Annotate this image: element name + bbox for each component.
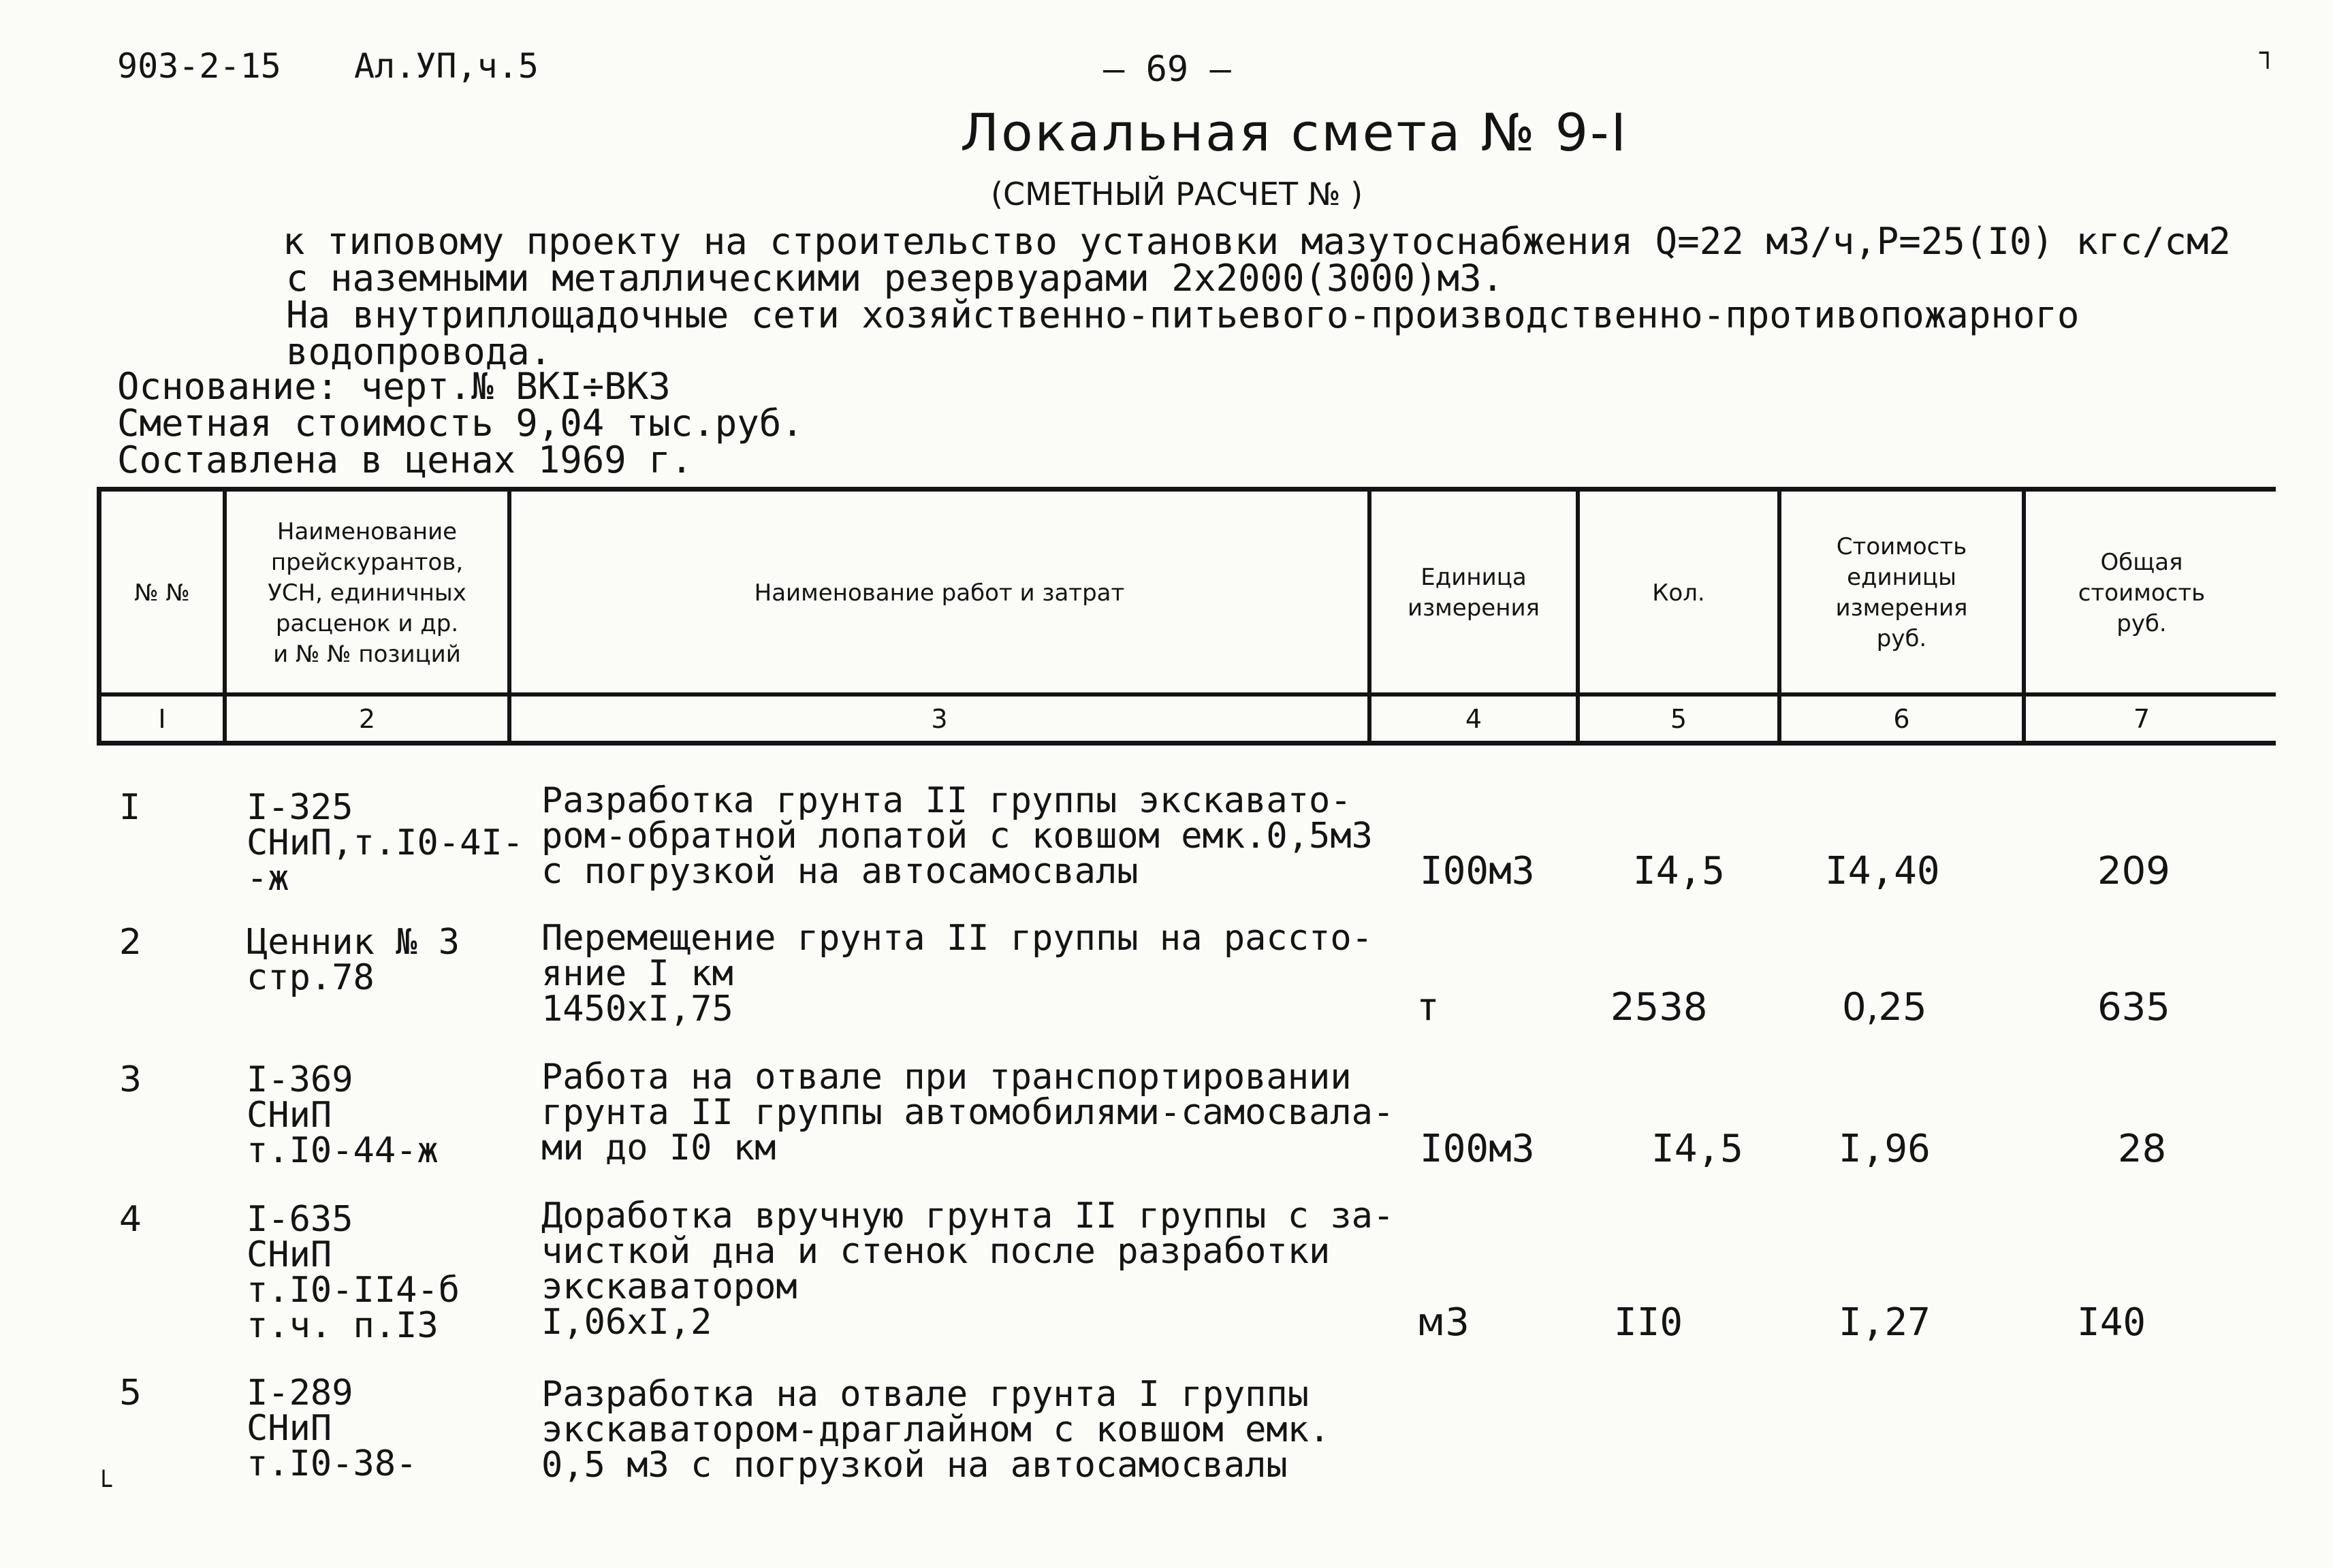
row-unit-cost: I,96 bbox=[1839, 1127, 1931, 1171]
document-code: 903-2-15 bbox=[117, 46, 281, 86]
row-work-description: Разработка грунта II группы экскавато- ром-обратной лопатой с ковшом емк.0,5м3 с погрузкой на автосамосвалы bbox=[541, 780, 1373, 892]
row-quantity: I4,5 bbox=[1633, 849, 1725, 893]
row-unit: I00м3 bbox=[1420, 849, 1535, 893]
row-unit: I00м3 bbox=[1420, 1127, 1535, 1171]
row-number: 4 bbox=[119, 1199, 142, 1240]
estimated-cost: Сметная стоимость 9,04 тыс.руб. bbox=[117, 402, 804, 445]
row-quantity: I4,5 bbox=[1651, 1127, 1743, 1171]
page-title: Локальная смета № 9-I bbox=[960, 102, 1628, 163]
price-year: Составлена в ценах 1969 г. bbox=[117, 438, 693, 481]
row-unit-cost: I4,40 bbox=[1825, 849, 1940, 893]
corner-mark-top-right: ┐ bbox=[2259, 37, 2276, 69]
row-unit-cost: I,27 bbox=[1839, 1300, 1931, 1345]
row-code: I-635 СНиП т.I0-II4-б т.ч. п.I3 bbox=[247, 1199, 460, 1346]
row-quantity: II0 bbox=[1614, 1300, 1683, 1345]
row-number: 5 bbox=[119, 1373, 142, 1413]
column-number: 2 bbox=[358, 703, 376, 734]
row-quantity: 2538 bbox=[1610, 985, 1708, 1029]
row-number: 3 bbox=[119, 1059, 142, 1100]
column-number: 3 bbox=[931, 703, 948, 734]
row-unit: м3 bbox=[1416, 1300, 1470, 1345]
album-reference: Ал.УП,ч.5 bbox=[354, 46, 539, 86]
basis-drawing: Основание: черт.№ ВКI÷ВК3 bbox=[117, 365, 671, 408]
row-work-description: Перемещение грунта II группы на рассто- яние I км 1450хI,75 bbox=[541, 918, 1373, 1029]
row-work-description: Доработка вручную грунта II группы с за- чисткой дна и стенок после разработки экскаватором I,06хI,2 bbox=[541, 1196, 1395, 1343]
row-unit-cost: 0,25 bbox=[1842, 985, 1927, 1029]
column-number: 5 bbox=[1670, 703, 1687, 734]
header-number: № № bbox=[134, 579, 190, 607]
intro-line-3: На внутриплощадочные сети хозяйственно-питьевого-производственно-противопожарного bbox=[286, 293, 2080, 336]
intro-line-1: к типовому проекту на строительство установки мазутоснабжения Q=22 м3/ч,Р=25(I0) кгс/см2 bbox=[283, 220, 2231, 263]
row-work-description: Работа на отвале при транспортировании грунта II группы автомобилями-самосвала- ми до I0 км bbox=[541, 1057, 1395, 1168]
row-work-description: Разработка на отвале грунта I группы экскаватором-драглайном с ковшом емк. 0,5 м3 с погрузкой на автосамосвалы bbox=[541, 1374, 1331, 1486]
header-unit-cost: Стоимость единицы измерения руб. bbox=[1835, 533, 1968, 652]
row-code: I-325 СНиП,т.I0-4I- -ж bbox=[247, 787, 524, 899]
column-number: I bbox=[158, 703, 166, 734]
row-total-cost: 209 bbox=[2097, 849, 2170, 893]
row-unit: т bbox=[1416, 985, 1440, 1029]
intro-line-2: с наземными металлическими резервуарами 2х2000(3000)м3. bbox=[286, 257, 1504, 300]
column-number: 7 bbox=[2133, 703, 2151, 734]
row-total-cost: 635 bbox=[2097, 985, 2170, 1029]
row-total-cost: 28 bbox=[2118, 1127, 2167, 1171]
row-total-cost: I40 bbox=[2077, 1300, 2146, 1345]
column-number: 4 bbox=[1465, 703, 1482, 734]
header-price-list: Наименование прейскурантов, УСН, единичных расценок и др. и № № позиций bbox=[268, 517, 466, 668]
column-number: 6 bbox=[1893, 703, 1910, 734]
page-subtitle: (СМЕТНЫЙ РАСЧЕТ № ) bbox=[991, 176, 1363, 212]
row-number: I bbox=[119, 787, 141, 828]
row-number: 2 bbox=[119, 922, 142, 963]
row-code: Ценник № 3 стр.78 bbox=[247, 922, 460, 998]
row-code: I-289 СНиП т.I0-38- bbox=[247, 1373, 417, 1484]
header-work-name: Наименование работ и затрат bbox=[754, 579, 1125, 607]
header-total-cost: Общая стоимость руб. bbox=[2078, 548, 2206, 637]
header-quantity: Кол. bbox=[1652, 579, 1705, 607]
intro-line-4: водопровода. bbox=[286, 330, 552, 373]
row-code: I-369 СНиП т.I0-44-ж bbox=[247, 1059, 439, 1171]
header-unit: Единица измерения bbox=[1407, 564, 1540, 622]
page-number: — 69 — bbox=[1103, 49, 1231, 90]
corner-mark-bottom-left: └ bbox=[95, 1471, 112, 1502]
